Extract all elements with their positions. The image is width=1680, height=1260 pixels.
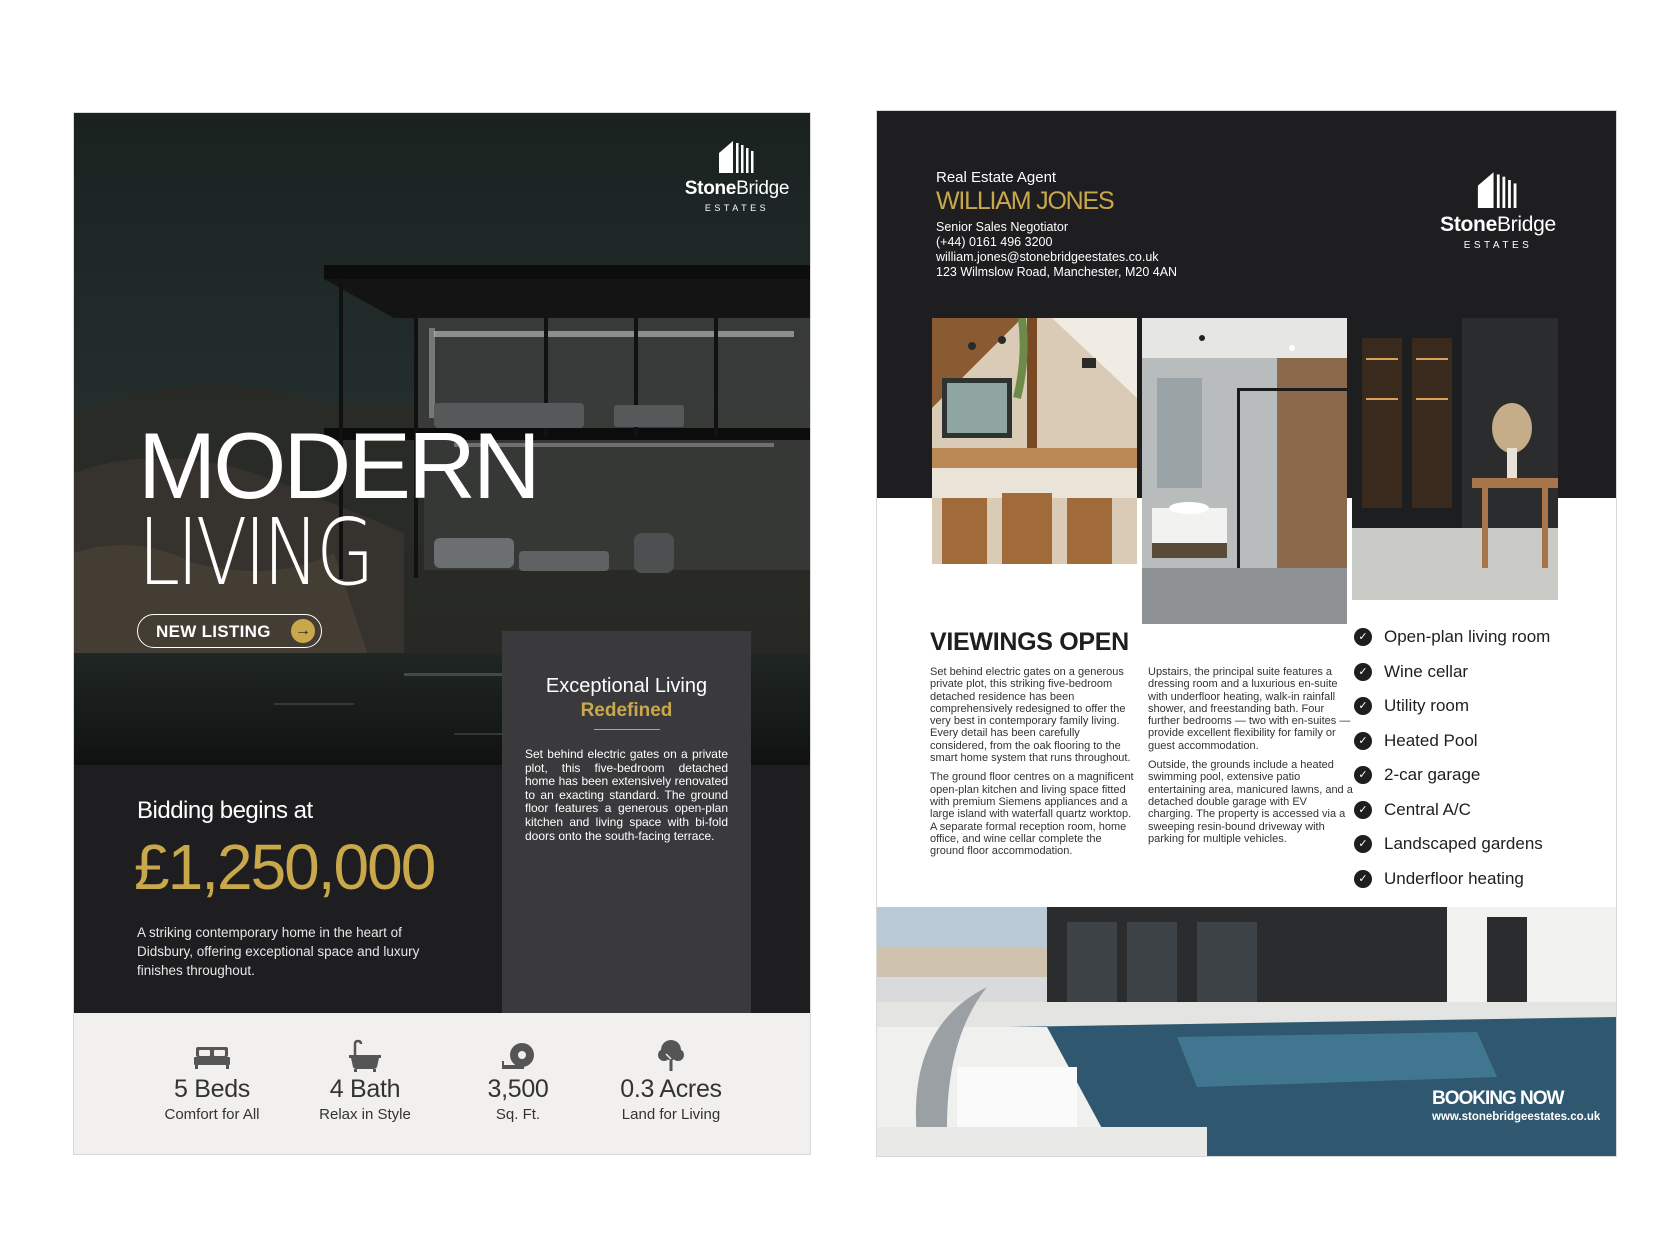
stat-value: 0.3 Acres bbox=[620, 1075, 722, 1103]
check-icon: ✓ bbox=[1354, 732, 1372, 750]
panel-subheading: Redefined bbox=[580, 700, 673, 721]
feature-item: ✓ Heated Pool bbox=[1354, 731, 1550, 766]
feature-item: ✓ Open-plan living room bbox=[1354, 627, 1550, 662]
stat-beds bbox=[142, 1039, 282, 1123]
paragraph: Set behind electric gates on a generous private plot, this striking five-bedroom detached residence has been comprehensively redesigned to offer the very best in contemporary family living. Every detail has been carefully considered, from the oak flooring to the smart home system that runs throughout. bbox=[930, 666, 1131, 765]
check-icon: ✓ bbox=[1354, 766, 1372, 784]
bathtub-icon bbox=[345, 1039, 385, 1073]
brand-sub: ESTATES bbox=[704, 203, 770, 213]
bed-icon bbox=[192, 1039, 232, 1073]
bathroom-photo bbox=[1142, 318, 1347, 624]
flyer-front-page bbox=[74, 113, 810, 1154]
bathroom-illustration bbox=[1142, 318, 1347, 624]
kitchen-photo bbox=[932, 318, 1137, 564]
panel-body: Set behind electric gates on a private plot, this five-bedroom detached home has been extensively renovated to an exacting standard. The ground floor features a generous open-plan kitchen and living space with bi-fold doors onto the south-facing terrace. bbox=[525, 747, 728, 843]
bid-label: Bidding begins at bbox=[137, 797, 313, 824]
price: £1,250,000 bbox=[134, 831, 435, 903]
check-icon: ✓ bbox=[1354, 628, 1372, 646]
dining-illustration bbox=[1352, 318, 1558, 600]
check-icon: ✓ bbox=[1354, 801, 1372, 819]
brand-wordmark: StoneBridge bbox=[1440, 213, 1556, 236]
headline-line-2: LIVING bbox=[138, 499, 372, 606]
paragraph: Outside, the grounds include a heated swimming pool, extensive patio entertaining area, manicured lawns, and a detached double garage with EV charging. The property is accessed via a sweeping resin-bound driveway with parking for multiple vehicles. bbox=[1148, 759, 1353, 845]
stat-value: 3,500 bbox=[487, 1075, 549, 1103]
building-logo-icon bbox=[717, 139, 757, 173]
feature-item: ✓ Underfloor heating bbox=[1354, 869, 1550, 904]
feature-item: ✓ Landscaped gardens bbox=[1354, 834, 1550, 869]
tree-icon bbox=[651, 1039, 691, 1073]
stat-baths bbox=[295, 1039, 435, 1123]
brand-wordmark: StoneBridge bbox=[684, 178, 790, 199]
description-column-2 bbox=[1148, 666, 1353, 845]
feature-item: ✓ Utility room bbox=[1354, 696, 1550, 731]
building-logo-icon bbox=[1475, 170, 1521, 208]
feature-item: ✓ Central A/C bbox=[1354, 800, 1550, 835]
agent-email: william.jones@stonebridgeestates.co.uk bbox=[936, 250, 1159, 264]
agent-title: Senior Sales Negotiator bbox=[936, 220, 1069, 234]
booking-cta bbox=[1432, 1088, 1600, 1123]
panel-heading: Exceptional Living bbox=[545, 675, 708, 697]
flyer-back-page bbox=[877, 111, 1616, 1156]
agent-address: 123 Wilmslow Road, Manchester, M20 4AN bbox=[936, 265, 1178, 279]
stat-label: Comfort for All bbox=[164, 1106, 260, 1123]
arrow-right-icon: → bbox=[291, 619, 315, 643]
property-blurb: A striking contemporary home in the heart of Didsbury, offering exceptional space and luxury finishes throughout. bbox=[137, 925, 420, 978]
check-icon: ✓ bbox=[1354, 697, 1372, 715]
feature-item: ✓ Wine cellar bbox=[1354, 662, 1550, 697]
viewings-heading: VIEWINGS OPEN bbox=[930, 628, 1129, 656]
agent-phone: (+44) 0161 496 3200 bbox=[936, 235, 1053, 249]
stat-value: 4 Bath bbox=[329, 1075, 401, 1103]
check-icon: ✓ bbox=[1354, 663, 1372, 681]
website-link[interactable]: www.stonebridgeestates.co.uk bbox=[1432, 1111, 1601, 1123]
dining-photo bbox=[1352, 318, 1558, 600]
stats-bar bbox=[74, 1013, 810, 1154]
stat-label: Relax in Style bbox=[319, 1106, 411, 1123]
feature-list bbox=[1354, 627, 1550, 903]
paragraph: The ground floor centres on a magnificent open-plan kitchen and living space fitted with premium Siemens appliances and a large island with waterfall quartz worktop. A separate formal reception room, home office, and wine cellar complete the ground floor accommodation. bbox=[930, 771, 1134, 858]
check-icon: ✓ bbox=[1354, 870, 1372, 888]
headline-line-1: MODERN bbox=[138, 413, 538, 518]
check-icon: ✓ bbox=[1354, 835, 1372, 853]
stat-area bbox=[448, 1039, 588, 1123]
new-listing-label: NEW LISTING bbox=[156, 622, 271, 641]
brand-logo bbox=[672, 139, 802, 213]
stat-value: 5 Beds bbox=[173, 1075, 251, 1103]
brand-logo bbox=[1433, 170, 1563, 251]
agent-details bbox=[936, 169, 1177, 280]
agent-name: WILLIAM JONES bbox=[936, 187, 1114, 215]
panel-divider bbox=[594, 729, 660, 730]
booking-title: BOOKING NOW bbox=[1432, 1088, 1564, 1109]
new-listing-badge bbox=[137, 614, 322, 648]
feature-item: ✓ 2-car garage bbox=[1354, 765, 1550, 800]
paragraph: Upstairs, the principal suite features a dressing room and a luxurious en-suite with underfloor heating, walk-in rainfall shower, and freestanding bath. Four further bedrooms — two with en-suites — provide excellent flexibility for family or guest accommodation. bbox=[1148, 666, 1351, 752]
stat-label: Land for Living bbox=[621, 1106, 721, 1123]
kitchen-illustration bbox=[932, 318, 1137, 564]
feature-panel bbox=[502, 631, 751, 1013]
description-column-1 bbox=[930, 666, 1135, 857]
stat-land bbox=[601, 1039, 741, 1123]
tape-measure-icon bbox=[498, 1039, 538, 1073]
stat-label: Sq. Ft. bbox=[495, 1106, 541, 1123]
agent-role: Real Estate Agent bbox=[936, 169, 1057, 186]
brand-sub: ESTATES bbox=[1463, 240, 1533, 251]
